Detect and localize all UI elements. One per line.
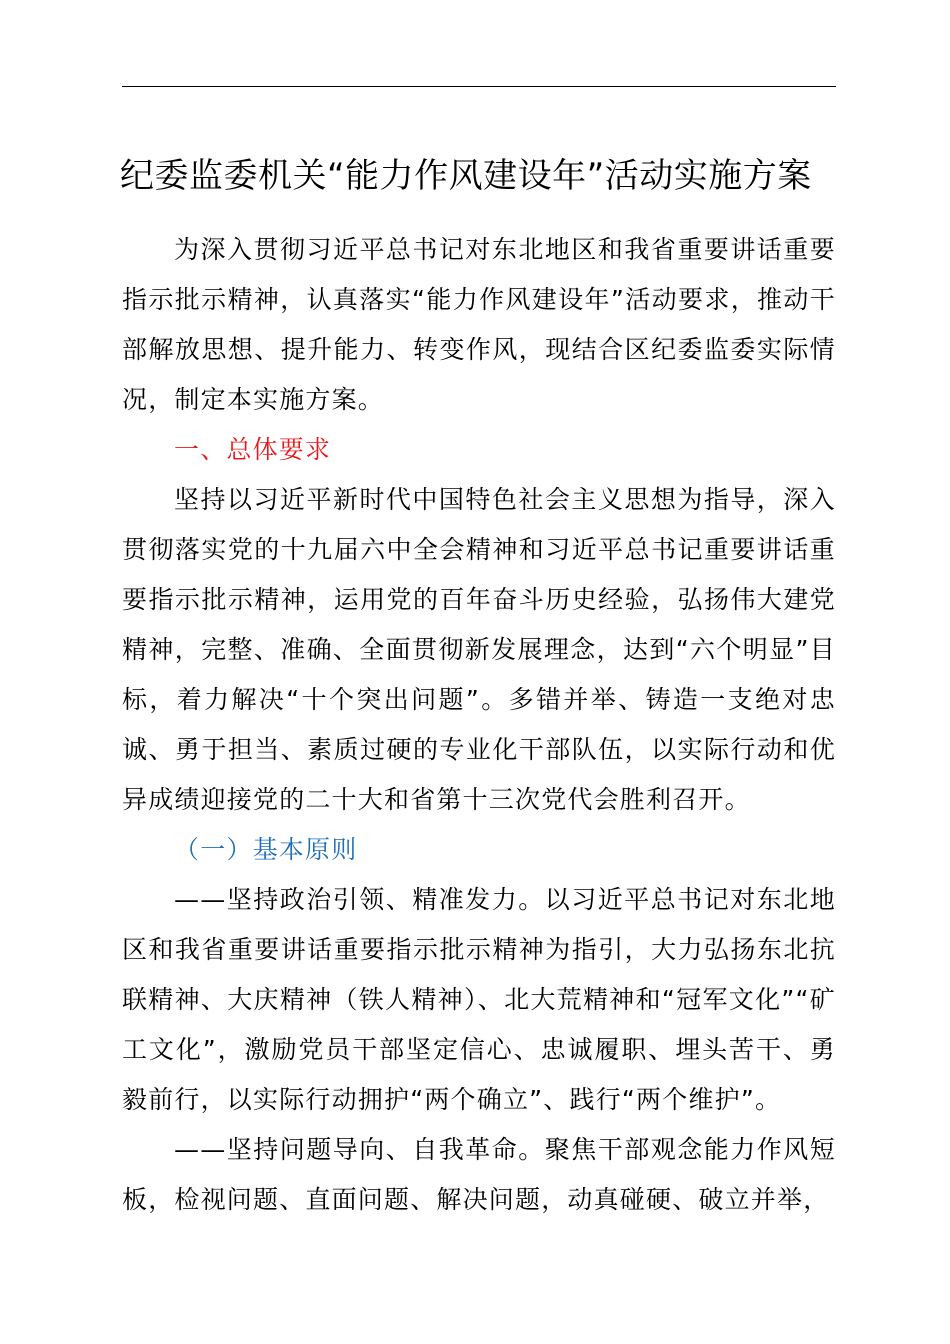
subsection-heading-basic-principles: （一）基本原则 [174, 835, 358, 864]
principle-problem-oriented-paragraph: ——坚持问题导向、自我革命。聚焦干部观念能力作风短板，检视问题、直面问题、解决问题，动真碰硬、破立并举， [122, 1135, 836, 1214]
intro-paragraph: 为深入贯彻习近平总书记对东北地区和我省重要讲话重要指示批示精神，认真落实“能力作风建设年”活动要求，推动干部解放思想、提升能力、转变作风，现结合区纪委监委实际情况，制定本实施方案。 [122, 235, 836, 414]
overall-requirements-paragraph: 坚持以习近平新时代中国特色社会主义思想为指导，深入贯彻落实党的十九届六中全会精神和习近平总书记重要讲话重要指示批示精神，运用党的百年奋斗历史经验，弘扬伟大建党精神，完整、准确、全面贯彻新发展理念，达到“六个明显”目标，着力解决“十个突出问题”。多错并举、铸造一支绝对忠诚、勇于担当、素质过硬的专业化干部队伍，以实际行动和优异成绩迎接党的二十大和省第十三次党代会胜利召开。 [122, 485, 836, 814]
header-rule [122, 86, 836, 87]
document-title: 纪委监委机关“能力作风建设年”活动实施方案 [120, 156, 812, 196]
section-heading-overall-requirements: 一、总体要求 [174, 435, 332, 464]
document-body [122, 225, 836, 1225]
principle-political-leadership-paragraph: ——坚持政治引领、精准发力。以习近平总书记对东北地区和我省重要讲话重要指示批示精神为指引，大力弘扬东北抗联精神、大庆精神（铁人精神）、北大荒精神和“冠军文化”“矿工文化”，激励党员干部坚定信心、忠诚履职、埋头苦干、勇毅前行，以实际行动拥护“两个确立”、践行“两个维护”。 [122, 885, 836, 1114]
